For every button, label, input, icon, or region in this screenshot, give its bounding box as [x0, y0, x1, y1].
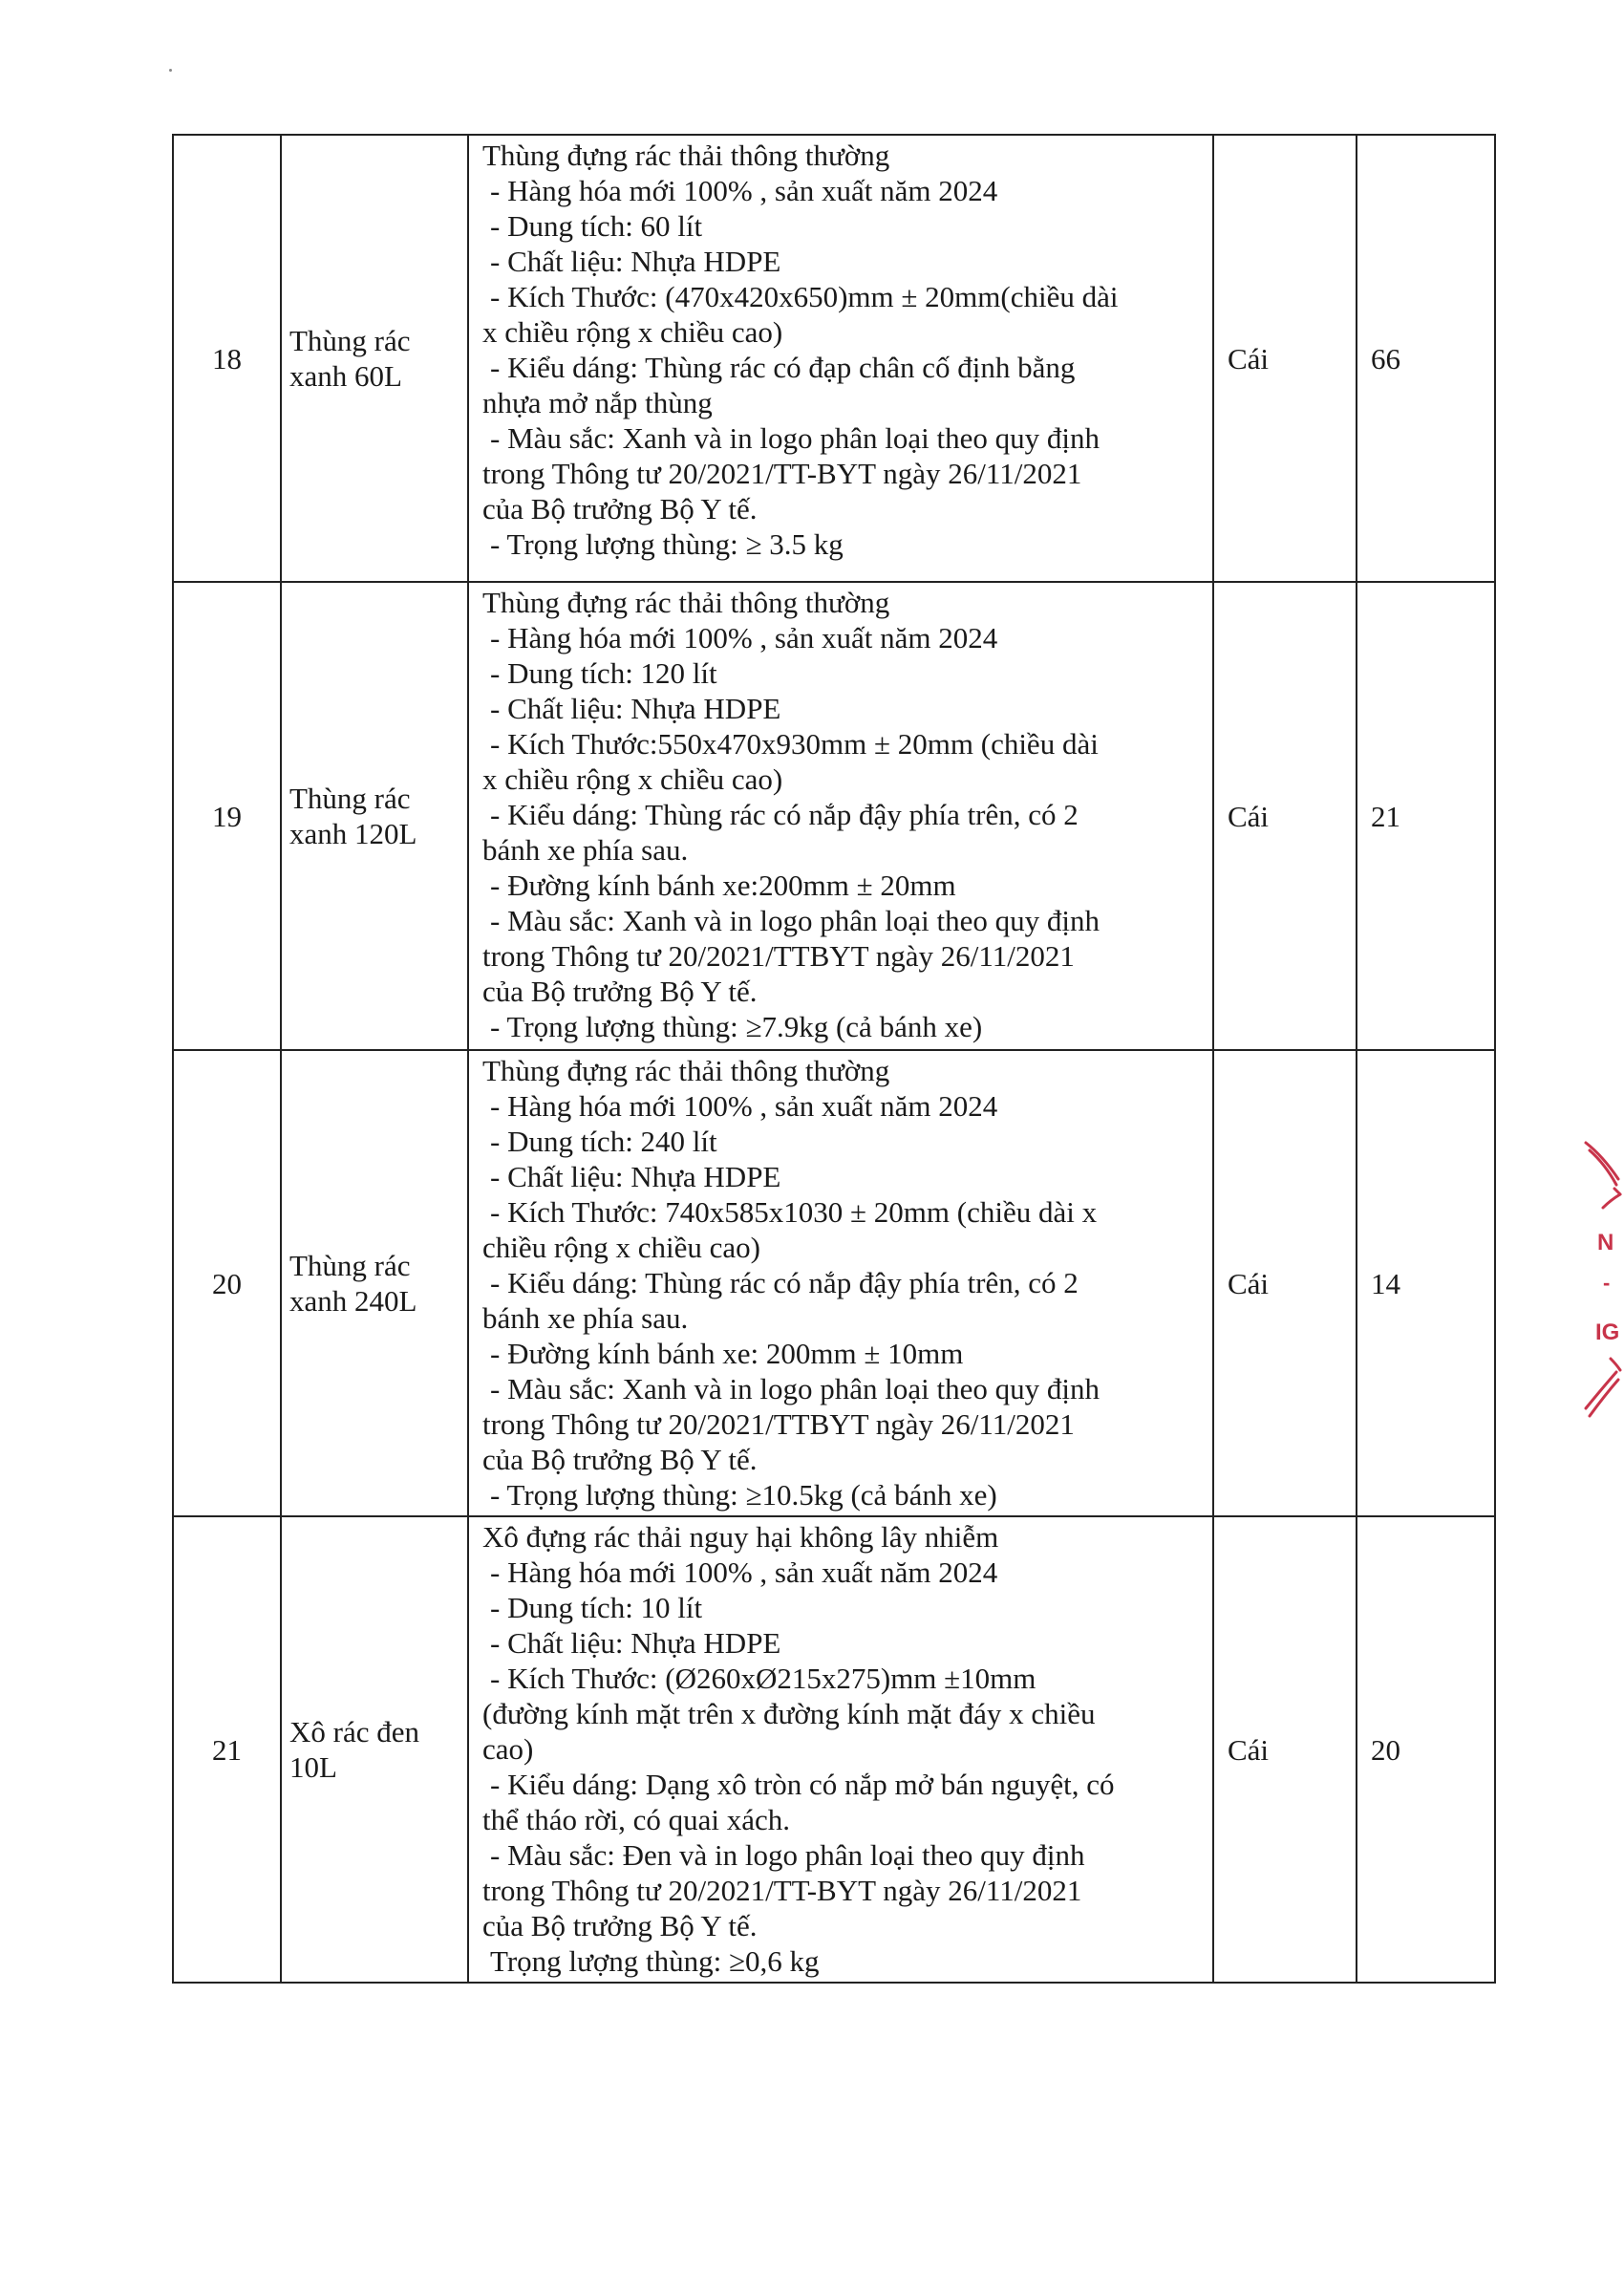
specification-line: trong Thông tư 20/2021/TTBYT ngày 26/11/2021 — [482, 939, 1075, 973]
product-name-line: xanh 120L — [289, 817, 417, 850]
row-number-cell: 20 — [173, 1050, 281, 1516]
specification-cell — [468, 1516, 1213, 1983]
scan-mark — [169, 69, 172, 72]
row-number-cell: 19 — [173, 582, 281, 1050]
product-name-line: Xô rác đen — [289, 1715, 419, 1748]
product-name-line: 10L — [289, 1750, 337, 1784]
specification-line: (đường kính mặt trên x đường kính mặt đáy x chiều — [482, 1697, 1096, 1730]
product-name-line: Thùng rác — [289, 1249, 411, 1282]
specification-line: - Dung tích: 10 lít — [490, 1591, 703, 1624]
specification-line: x chiều rộng x chiều cao) — [482, 762, 783, 796]
row-number-cell: 18 — [173, 135, 281, 582]
unit-cell: Cái — [1213, 582, 1357, 1050]
quantity-cell: 14 — [1357, 1050, 1495, 1516]
unit-cell: Cái — [1213, 135, 1357, 582]
specification-line: - Màu sắc: Xanh và in logo phân loại theo quy định — [490, 904, 1100, 937]
product-name-line: Thùng rác — [289, 782, 411, 815]
specification-line: - Chất liệu: Nhựa HDPE — [490, 1626, 781, 1660]
product-name-line: xanh 240L — [289, 1284, 417, 1318]
quantity-cell: 66 — [1357, 135, 1495, 582]
specification-line: - Trọng lượng thùng: ≥ 3.5 kg — [490, 527, 844, 561]
specification-line: của Bộ trưởng Bộ Y tế. — [482, 975, 758, 1008]
specification-line: của Bộ trưởng Bộ Y tế. — [482, 492, 758, 526]
specification-line: chiều rộng x chiều cao) — [482, 1231, 760, 1264]
specification-line: - Dung tích: 60 lít — [490, 209, 703, 243]
specification-line: - Trọng lượng thùng: ≥10.5kg (cả bánh xe) — [490, 1478, 997, 1512]
specification-line: trong Thông tư 20/2021/TTBYT ngày 26/11/2021 — [482, 1407, 1075, 1441]
specification-line: Thùng đựng rác thải thông thường — [482, 1054, 890, 1087]
specification-line: - Dung tích: 240 lít — [490, 1125, 717, 1158]
table-row — [173, 1050, 1495, 1516]
product-spec-table — [172, 134, 1496, 1984]
product-name-cell — [281, 1516, 468, 1983]
specification-line: - Màu sắc: Đen và in logo phân loại theo quy định — [490, 1838, 1085, 1872]
quantity-cell: 21 — [1357, 582, 1495, 1050]
specification-line: - Hàng hóa mới 100% , sản xuất năm 2024 — [490, 1089, 998, 1123]
specification-line: bánh xe phía sau. — [482, 1301, 689, 1335]
product-name-line: xanh 60L — [289, 359, 402, 393]
product-name-cell — [281, 1050, 468, 1516]
specification-line: - Kiểu dáng: Dạng xô tròn có nắp mở bán nguyệt, có — [490, 1768, 1115, 1801]
specification-line: - Kiểu dáng: Thùng rác có nắp đậy phía trên, có 2 — [490, 1266, 1079, 1299]
specification-line: - Đường kính bánh xe: 200mm ± 10mm — [490, 1337, 964, 1370]
specification-line: của Bộ trưởng Bộ Y tế. — [482, 1909, 758, 1942]
seal-stamp-graphic — [1565, 1137, 1624, 1424]
specification-line: - Hàng hóa mới 100% , sản xuất năm 2024 — [490, 1555, 998, 1589]
specification-line: - Kích Thước: (Ø260xØ215x275)mm ±10mm — [490, 1662, 1036, 1695]
unit-cell: Cái — [1213, 1516, 1357, 1983]
specification-line: của Bộ trưởng Bộ Y tế. — [482, 1443, 758, 1476]
stamp-text-1: N — [1597, 1230, 1614, 1255]
specification-cell — [468, 1050, 1213, 1516]
specification-line: cao) — [482, 1732, 534, 1766]
specification-line: bánh xe phía sau. — [482, 833, 689, 867]
table-row — [173, 582, 1495, 1050]
specification-line: - Chất liệu: Nhựa HDPE — [490, 1160, 781, 1193]
specification-line: - Kiểu dáng: Thùng rác có nắp đậy phía trên, có 2 — [490, 798, 1079, 831]
stamp-text-3: IG — [1595, 1319, 1620, 1345]
specification-line: Xô đựng rác thải nguy hại không lây nhiễm — [482, 1520, 999, 1554]
stamp-text-2: - — [1603, 1271, 1611, 1295]
specification-line: - Chất liệu: Nhựa HDPE — [490, 692, 781, 725]
specification-line: - Chất liệu: Nhựa HDPE — [490, 245, 781, 278]
specification-line: nhựa mở nắp thùng — [482, 386, 713, 419]
product-name-line: Thùng rác — [289, 324, 411, 357]
specification-line: x chiều rộng x chiều cao) — [482, 315, 783, 349]
product-name-cell — [281, 582, 468, 1050]
specification-line: thể tháo rời, có quai xách. — [482, 1803, 790, 1836]
specification-line: trong Thông tư 20/2021/TT-BYT ngày 26/11/2021 — [482, 1874, 1082, 1907]
product-name-cell — [281, 135, 468, 582]
specification-line: - Kích Thước:550x470x930mm ± 20mm (chiều dài — [490, 727, 1099, 761]
specification-line: - Hàng hóa mới 100% , sản xuất năm 2024 — [490, 621, 998, 654]
row-number-cell: 21 — [173, 1516, 281, 1983]
specification-line: - Kích Thước: 740x585x1030 ± 20mm (chiều dài x — [490, 1195, 1098, 1229]
specification-line: - Dung tích: 120 lít — [490, 656, 717, 690]
specification-line: - Trọng lượng thùng: ≥7.9kg (cả bánh xe) — [490, 1010, 983, 1043]
specification-line: trong Thông tư 20/2021/TT-BYT ngày 26/11/2021 — [482, 457, 1082, 490]
specification-line: - Màu sắc: Xanh và in logo phân loại theo quy định — [490, 421, 1100, 455]
specification-line: Trọng lượng thùng: ≥0,6 kg — [490, 1944, 820, 1978]
table-row — [173, 1516, 1495, 1983]
spec-table-body — [173, 135, 1495, 1983]
table-row — [173, 135, 1495, 582]
specification-line: - Hàng hóa mới 100% , sản xuất năm 2024 — [490, 174, 998, 207]
specification-line: - Màu sắc: Xanh và in logo phân loại theo quy định — [490, 1372, 1100, 1405]
specification-line: - Kích Thước: (470x420x650)mm ± 20mm(chiều dài — [490, 280, 1119, 313]
quantity-cell: 20 — [1357, 1516, 1495, 1983]
unit-cell: Cái — [1213, 1050, 1357, 1516]
specification-cell — [468, 135, 1213, 582]
specification-line: Thùng đựng rác thải thông thường — [482, 586, 890, 619]
specification-line: - Đường kính bánh xe:200mm ± 20mm — [490, 869, 956, 902]
specification-line: - Kiểu dáng: Thùng rác có đạp chân cố định bằng — [490, 351, 1076, 384]
specification-cell — [468, 582, 1213, 1050]
seal-stamp-fragment — [1565, 1137, 1624, 1424]
specification-line: Thùng đựng rác thải thông thường — [482, 139, 890, 172]
